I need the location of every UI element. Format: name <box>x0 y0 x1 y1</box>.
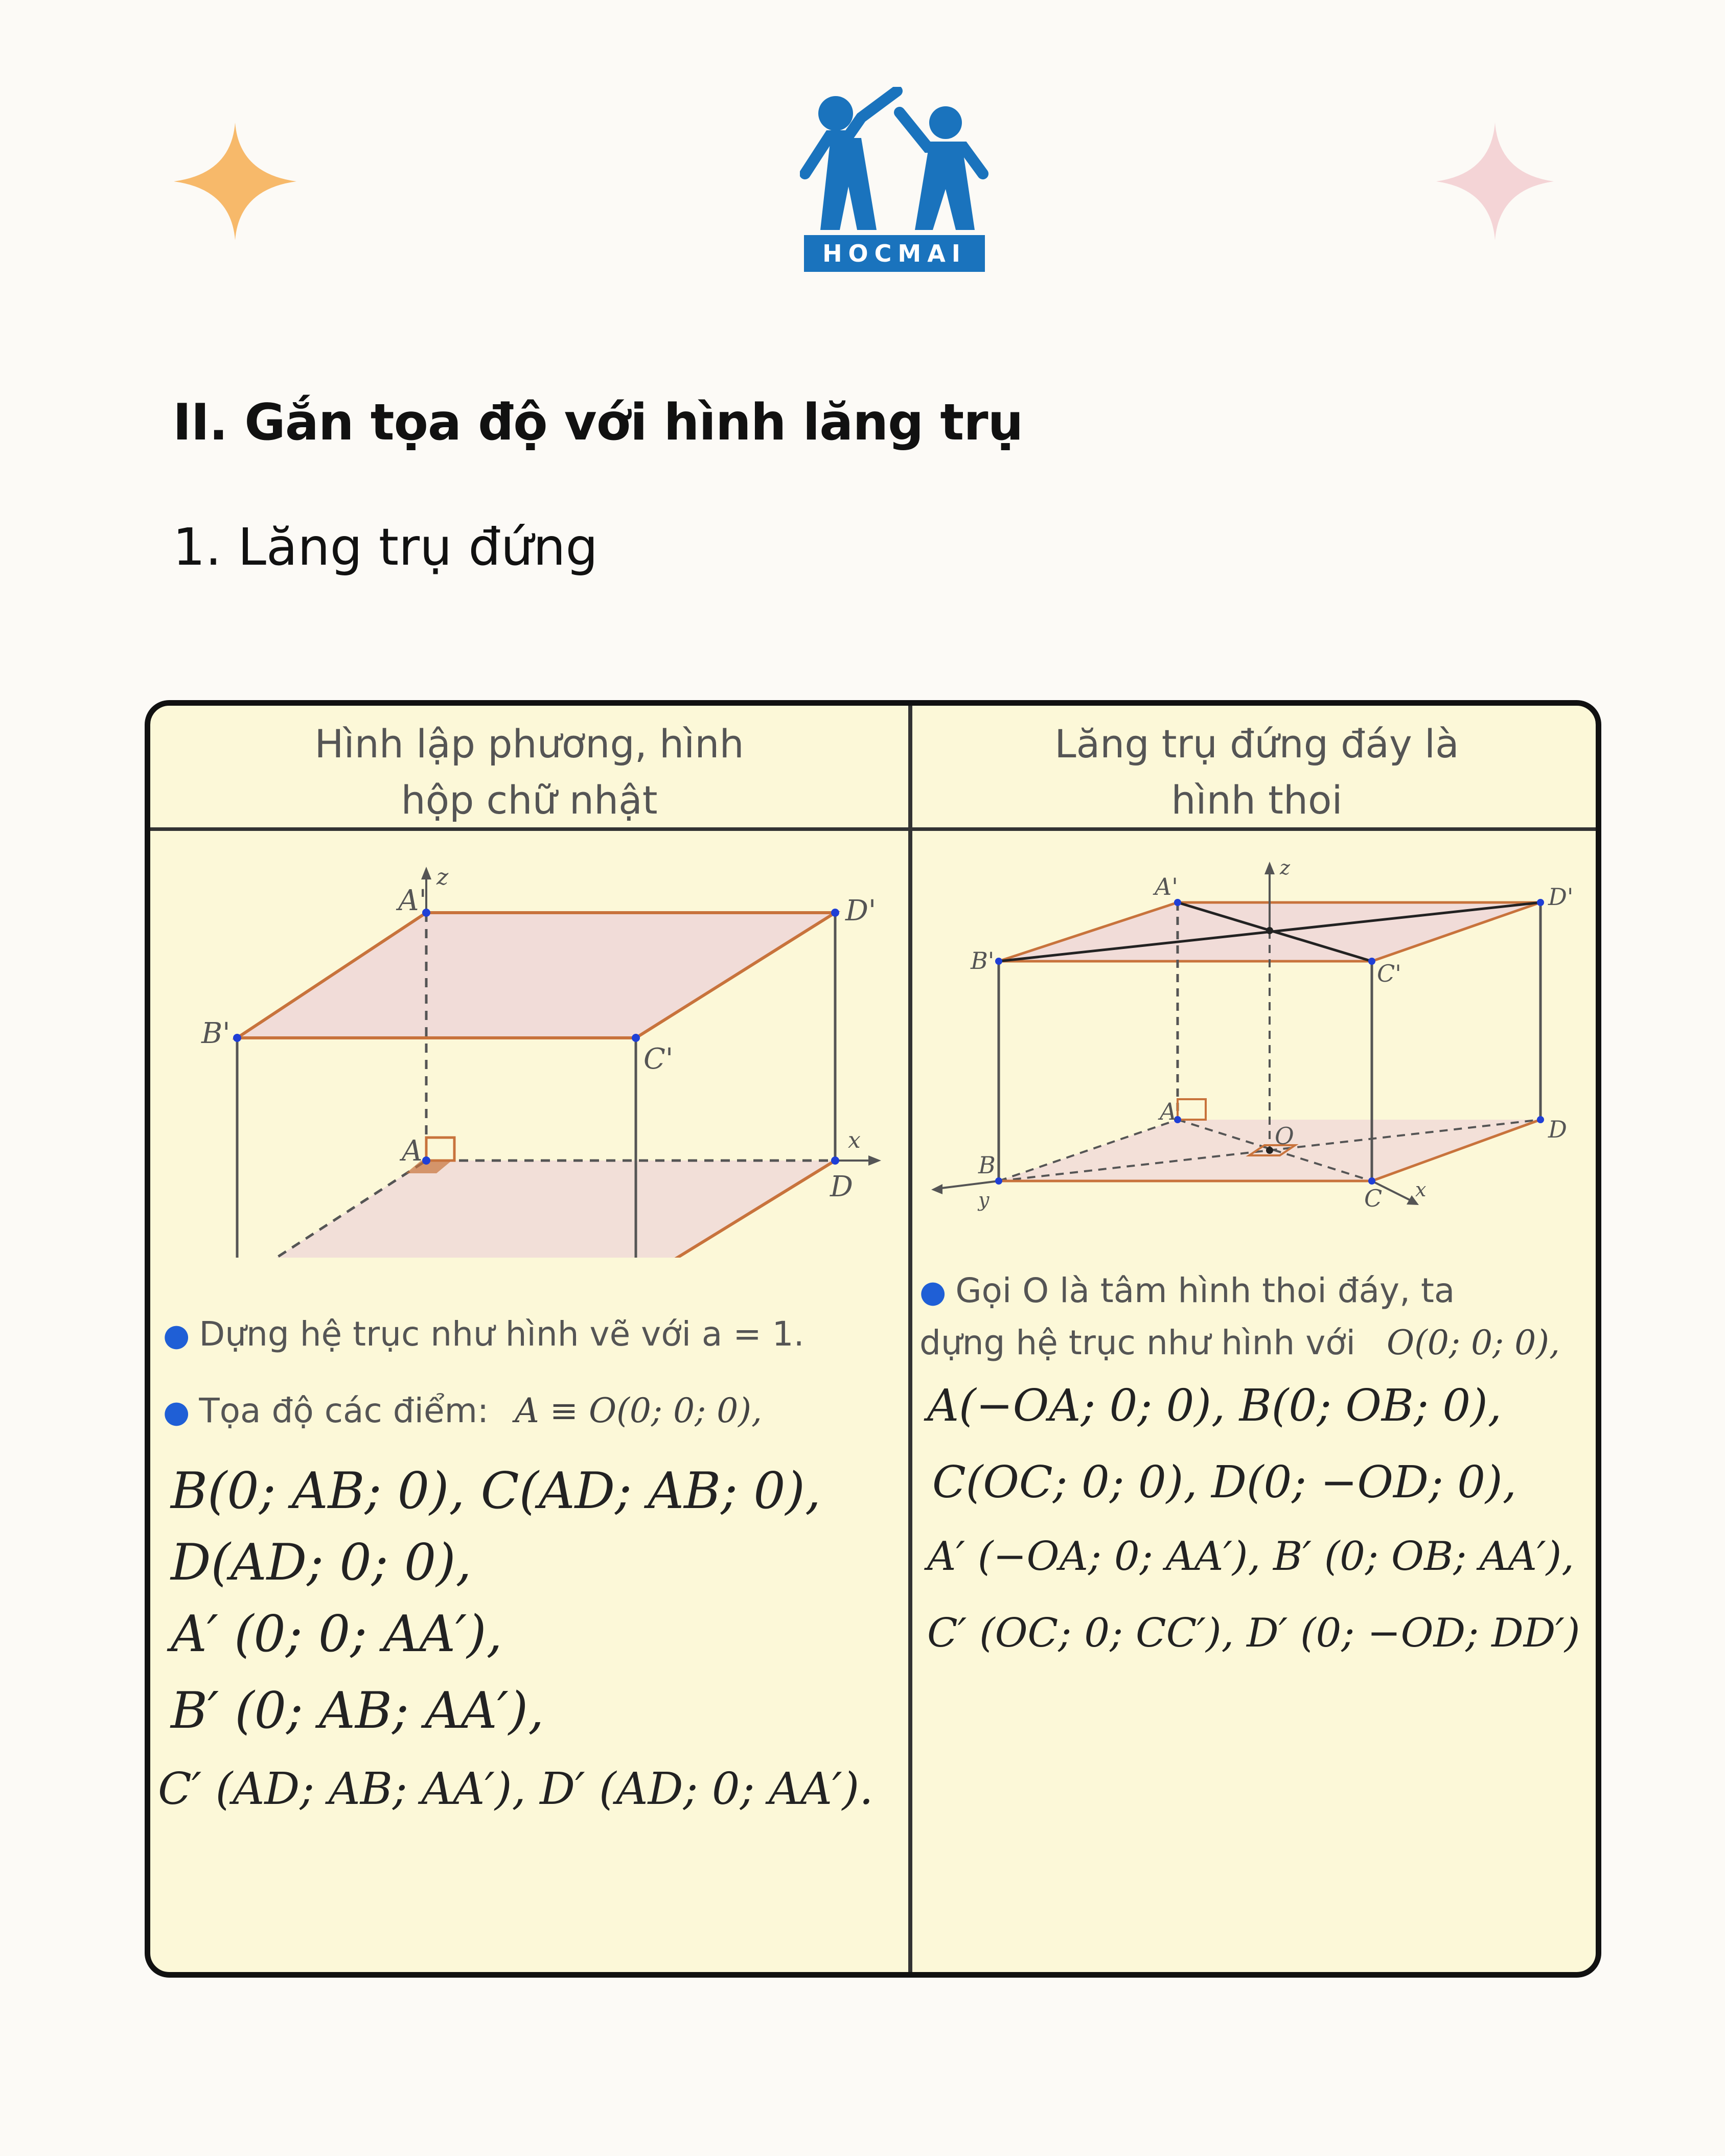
col1-formula-3: A′ (0; 0; AA′), <box>171 1605 502 1663</box>
bullet-dot-icon: ● <box>163 1317 190 1353</box>
label-A1: A' <box>1155 873 1178 900</box>
col1-bullet1-text: Dựng hệ trục như hình vẽ với a = 1. <box>199 1314 804 1354</box>
bullet-dot-icon: ● <box>919 1274 947 1310</box>
axis-label-y: y <box>978 1189 990 1211</box>
label-A: A <box>1160 1098 1177 1125</box>
section-heading: II. Gắn tọa độ với hình lăng trụ <box>173 393 1023 452</box>
axis-label-z: z <box>436 864 449 890</box>
col2-formula-2: C(OC; 0; 0), D(0; −OD; 0), <box>932 1457 1516 1508</box>
col1-formula-1: B(0; AB; 0), C(AD; AB; 0), <box>171 1462 821 1520</box>
col1-header <box>150 716 908 828</box>
axis-label-z: z <box>1280 856 1291 879</box>
col2-formula-3: A′ (−OA; 0; AA′), B′ (0; OB; AA′), <box>927 1534 1574 1580</box>
col2-header-line2: hình thoi <box>1171 777 1343 823</box>
label-C1: C' <box>1377 960 1401 987</box>
label-D1: D' <box>845 894 877 928</box>
col2-bullet1-math: O(0; 0; 0), <box>1387 1323 1560 1362</box>
col2-bullet-center <box>919 1265 1560 1369</box>
col1-formula-4: B′ (0; AB; AA′), <box>171 1682 544 1740</box>
label-A: A <box>402 1134 423 1168</box>
axis-label-x: x <box>1415 1178 1427 1201</box>
label-B <box>206 1257 227 1258</box>
people-logo-icon <box>800 87 989 235</box>
label-B1: B' <box>201 1017 231 1050</box>
rhombus-prism-figure <box>922 854 1601 1212</box>
label-A1: A' <box>398 884 427 917</box>
col1-bullet-coords <box>163 1385 762 1438</box>
col1-bullet2-text: Tọa độ các điểm: <box>199 1391 489 1430</box>
col1-header-line1: Hình lập phương, hình <box>314 721 744 767</box>
col2-formula-1: A(−OA; 0; 0), B(0; OB; 0), <box>927 1380 1502 1431</box>
axis-label-x: x <box>848 1127 861 1153</box>
label-D: D <box>1548 1116 1567 1143</box>
bullet-dot-icon: ● <box>163 1394 190 1430</box>
col2-formula-4: C′ (OC; 0; CC′), D′ (0; −OD; DD′) <box>927 1610 1580 1656</box>
col2-header <box>912 716 1601 828</box>
label-D1: D' <box>1548 883 1574 911</box>
col1-header-line2: hộp chữ nhật <box>401 777 658 823</box>
label-C: C <box>1364 1185 1383 1212</box>
column-divider <box>908 706 912 1972</box>
box-figure <box>166 859 891 1258</box>
label-B1: B' <box>971 947 995 975</box>
hocmai-logo <box>800 87 989 267</box>
col2-bullet1-line2: dựng hệ trục như hình với <box>919 1323 1356 1362</box>
col1-bullet2-math: A ≡ O(0; 0; 0), <box>515 1391 763 1430</box>
label-D: D <box>830 1170 853 1203</box>
logo-text: HOCMAI <box>804 235 985 272</box>
col2-header-line1: Lăng trụ đứng đáy là <box>1054 721 1459 767</box>
label-C1: C' <box>643 1042 674 1076</box>
label-O: O <box>1275 1122 1294 1150</box>
comparison-table <box>145 700 1601 1978</box>
col1-formula-5: C′ (AD; AB; AA′), D′ (AD; 0; AA′). <box>158 1764 873 1815</box>
label-B: B <box>978 1151 996 1179</box>
col2-bullet1-text: Gọi O là tâm hình thoi đáy, ta <box>955 1271 1455 1310</box>
subsection-heading: 1. Lăng trụ đứng <box>173 517 599 577</box>
sparkle-orange-icon <box>174 123 296 240</box>
sparkle-pink-icon <box>1436 123 1554 240</box>
col1-bullet-axes <box>163 1309 804 1361</box>
col1-formula-2: D(AD; 0; 0), <box>171 1534 472 1592</box>
